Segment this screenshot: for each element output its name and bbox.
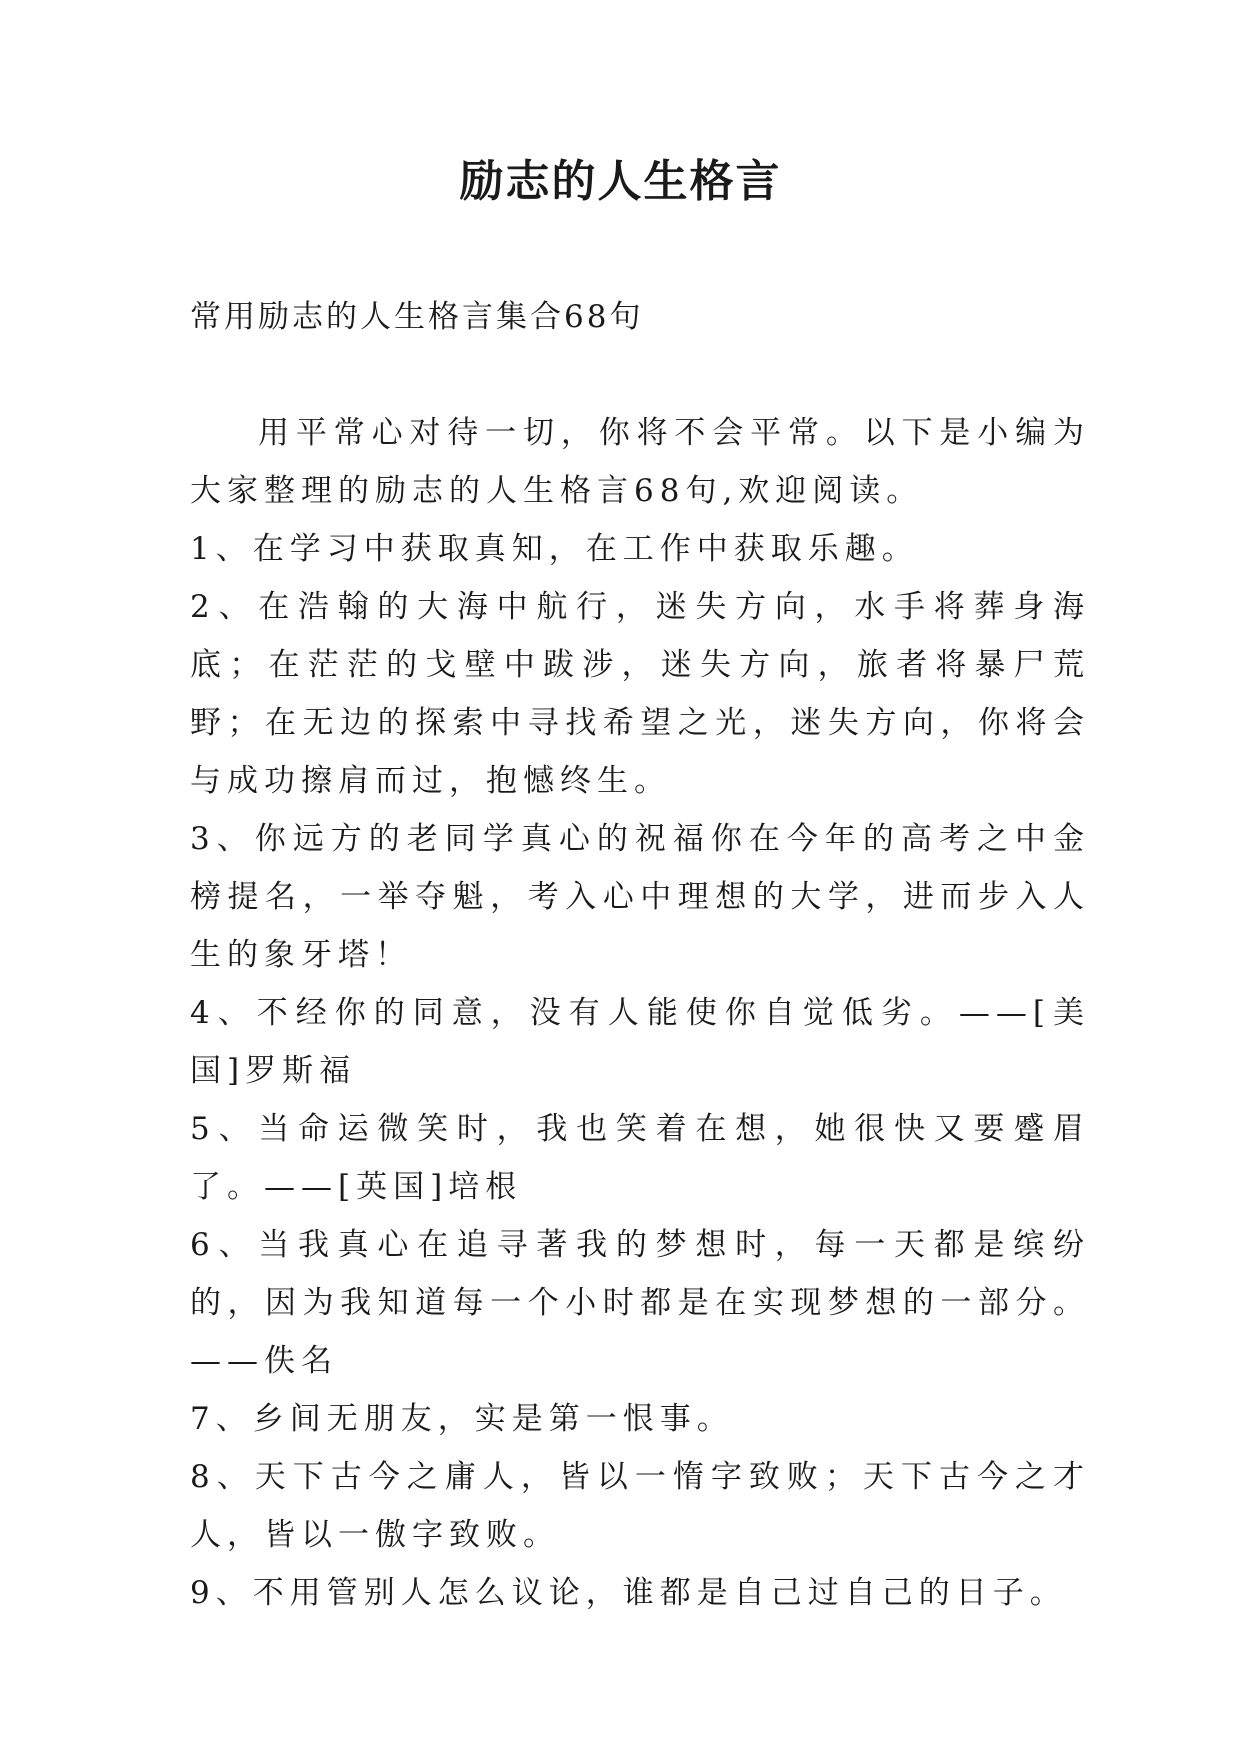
document-title: 励志的人生格言 <box>459 156 782 207</box>
quote-item-2: 2、在浩翰的大海中航行，迷失方向，水手将葬身海底；在茫茫的戈壁中跋涉，迷失方向，旅者将暴尸荒野；在无边的探索中寻找希望之光，迷失方向，你将会与成功擦肩而过，抱憾终生。 <box>190 589 1090 799</box>
quote-item-5: 5、当命运微笑时，我也笑着在想，她很快又要蹙眉了。——[英国]培根 <box>190 1111 1090 1205</box>
quote-item-9: 9、不用管别人怎么议论，谁都是自己过自己的日子。 <box>190 1575 1067 1611</box>
quote-item-1: 1、在学习中获取真知，在工作中获取乐趣。 <box>190 531 919 567</box>
intro-paragraph: 用平常心对待一切，你将不会平常。以下是小编为大家整理的励志的人生格言68句,欢迎阅读。 <box>190 415 1090 509</box>
quote-item-7: 7、乡间无朋友，实是第一恨事。 <box>190 1401 734 1437</box>
quote-item-3: 3、你远方的老同学真心的祝福你在今年的高考之中金榜提名，一举夺魁，考入心中理想的大学，进而步入人生的象牙塔！ <box>190 821 1090 973</box>
document-subtitle: 常用励志的人生格言集合68句 <box>190 299 644 335</box>
document-body <box>190 404 1090 1622</box>
quote-item-4: 4、不经你的同意，没有人能使你自觉低劣。——[美国]罗斯福 <box>190 995 1090 1089</box>
quote-item-6: 6、当我真心在追寻著我的梦想时，每一天都是缤纷的，因为我知道每一个小时都是在实现梦想的一部分。——佚名 <box>190 1227 1090 1379</box>
quote-item-8: 8、天下古今之庸人，皆以一惰字致败；天下古今之才人，皆以一傲字致败。 <box>190 1459 1090 1553</box>
